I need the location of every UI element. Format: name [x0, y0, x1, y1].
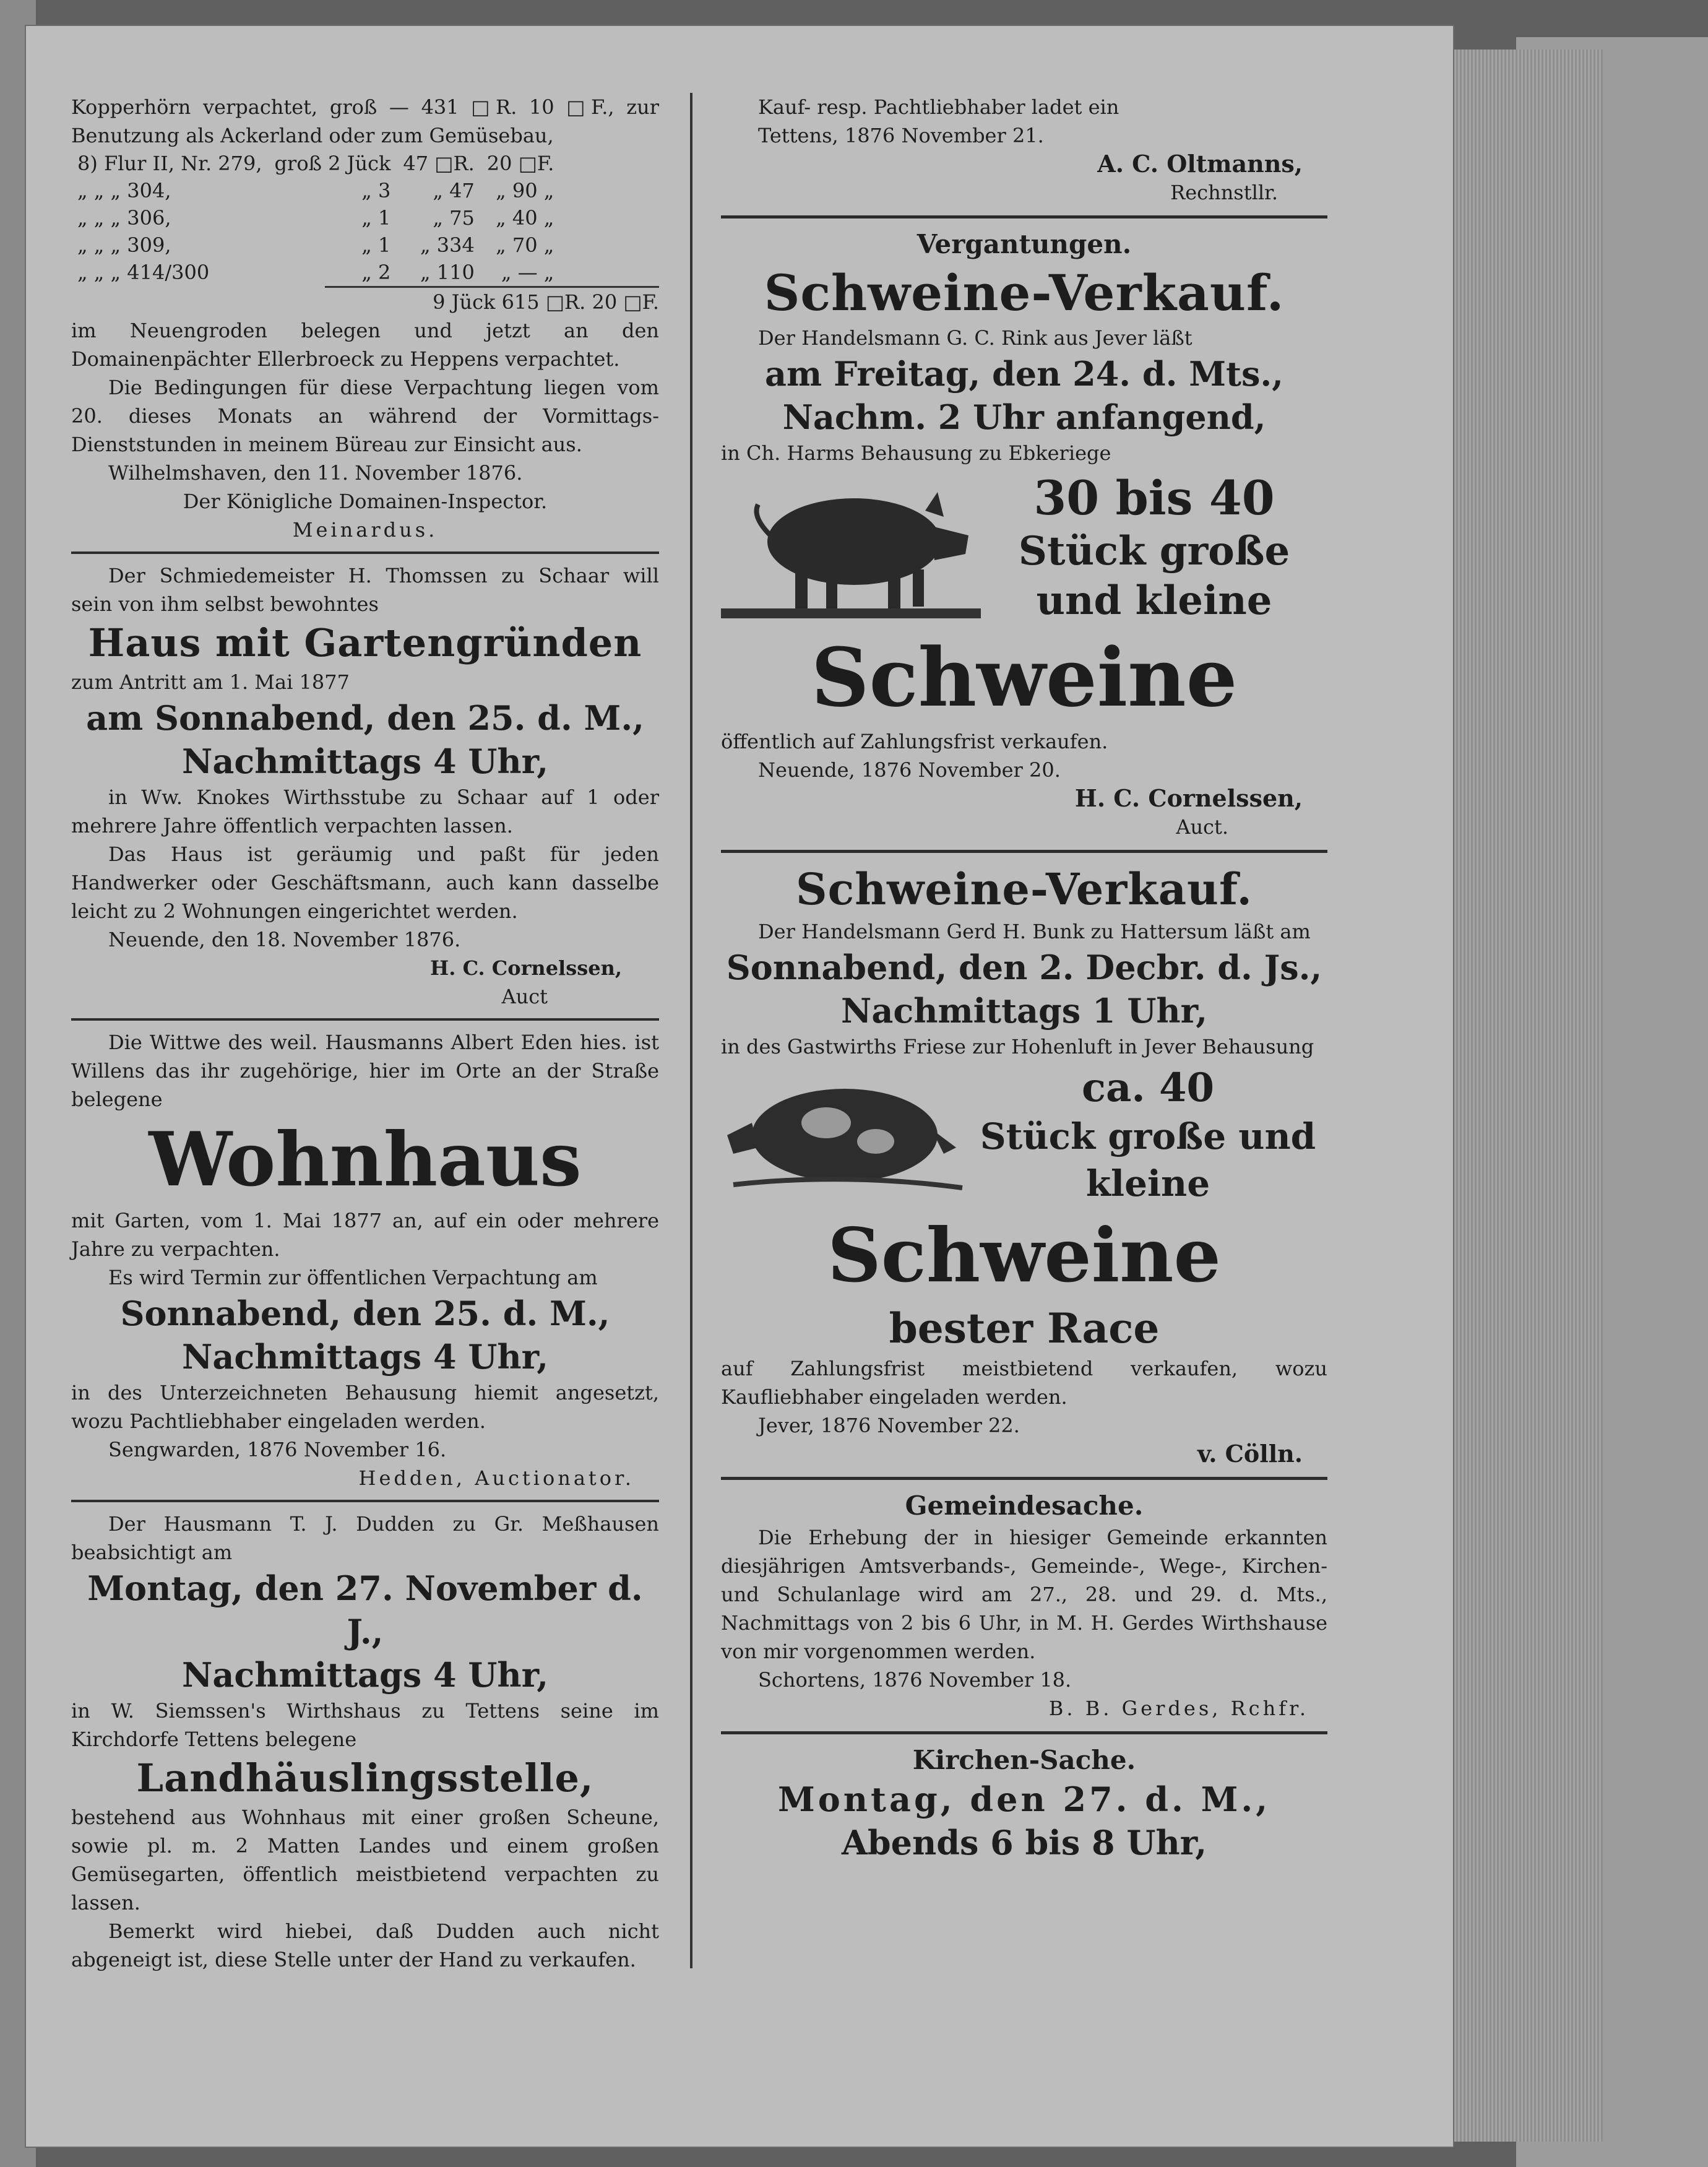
- ad2-date: am Sonnabend, den 25. d. M.,: [86, 698, 644, 738]
- section-heading-gemeindesache: Gemeindesache.: [905, 1490, 1144, 1521]
- land-signature-name: Meinardus.: [292, 518, 438, 542]
- land-text: im Neuengroden belegen und jetzt an den Domainenpächter Ellerbroeck zu Heppens verpachtet.: [71, 319, 659, 371]
- table-cell: „ 75: [433, 206, 475, 230]
- ad5-intro: Der Handelsmann G. C. Rink aus Jever läßt: [758, 326, 1193, 350]
- divider: [721, 215, 1327, 218]
- ad6-illustration-row: [721, 1061, 1327, 1209]
- top-text: Kauf- resp. Pachtliebhaber ladet ein: [758, 95, 1119, 119]
- ad3-time: Nachmittags 4 Uhr,: [181, 1337, 549, 1377]
- ad2-headline: Haus mit Gartengründen: [88, 620, 642, 665]
- ad3-text: mit Garten, vom 1. Mai 1877 an, auf ein oder mehrere Jahre zu verpachten.: [71, 1209, 659, 1261]
- top-place-date: Tettens, 1876 November 21.: [758, 124, 1044, 147]
- table-cell: groß 2 Jück: [274, 152, 391, 175]
- table-cell: „ „ „ 414/300: [77, 261, 210, 284]
- section-heading-kirchensache: Kirchen-Sache.: [912, 1745, 1136, 1775]
- ad5-place-date: Neuende, 1876 November 20.: [758, 758, 1061, 782]
- ad5-headline: Schweine-Verkauf.: [764, 264, 1285, 322]
- table-cell: „ 1: [361, 233, 391, 257]
- ad6-date: Sonnabend, den 2. Decbr. d. Js.,: [726, 948, 1322, 987]
- ad5-desc2: und kleine: [1036, 577, 1272, 624]
- ad5-signature: H. C. Cornelssen,: [1074, 784, 1303, 812]
- table-cell: „ 3: [361, 179, 391, 202]
- ad3-headline: Wohnhaus: [149, 1116, 582, 1203]
- table-cell: „ 70 „: [496, 233, 554, 257]
- table-row: [71, 150, 560, 177]
- table-cell: „ 2: [361, 261, 391, 284]
- ad4-text: in W. Siemssen's Wirthshaus zu Tettens seine im Kirchdorfe Tettens belegene: [71, 1699, 659, 1751]
- ad2-role: Auct: [501, 985, 548, 1008]
- ad6-headline: Schweine-Verkauf.: [796, 863, 1253, 915]
- ad2-antritt: zum Antritt am 1. Mai 1877: [71, 670, 350, 694]
- ad6-location: in des Gastwirths Friese zur Hohenluft in Jever Behausung: [721, 1035, 1314, 1058]
- ad6-signature: v. Cölln.: [1197, 1440, 1303, 1468]
- ad6-time: Nachmittags 1 Uhr,: [840, 991, 1208, 1031]
- ad6-count: ca. 40: [1081, 1065, 1215, 1111]
- table-cell: 8) Flur II, Nr. 279,: [77, 152, 262, 175]
- ad2-time: Nachmittags 4 Uhr,: [181, 742, 549, 781]
- ad3-text2: in des Unterzeichneten Behausung hiemit angesetzt, wozu Pachtliebhaber eingeladen werden.: [71, 1381, 659, 1433]
- divider: [721, 1477, 1327, 1480]
- ad6-text: auf Zahlungsfrist meistbietend verkaufen, wozu Kaufliebhaber eingeladen werden.: [721, 1357, 1327, 1409]
- ad3-date: Sonnabend, den 25. d. M.,: [120, 1294, 610, 1333]
- top-role: Rechnstllr.: [1170, 181, 1278, 204]
- ad5-role: Auct.: [1176, 815, 1228, 839]
- pig-icon: [721, 467, 981, 628]
- table-cell: „ 110: [420, 261, 475, 284]
- ad5-big-word: Schweine: [811, 630, 1238, 725]
- table-cell: „ „ „ 306,: [77, 206, 171, 230]
- ad5-location: in Ch. Harms Behausung zu Ebkeriege: [721, 441, 1111, 465]
- ad4-description: bestehend aus Wohnhaus mit einer großen Scheune, sowie pl. m. 2 Matten Landes und einem großen Gemüsegarten, öffentlich meistbietend verpachten zu lassen.: [71, 1806, 659, 1914]
- divider: [71, 1500, 659, 1502]
- ad5-time: Nachm. 2 Uhr anfangend,: [782, 397, 1266, 437]
- ad8-time: Abends 6 bis 8 Uhr,: [841, 1823, 1207, 1862]
- ad3-place-date: Sengwarden, 1876 November 16.: [108, 1438, 447, 1461]
- table-cell: „ 1: [361, 206, 391, 230]
- ad4-remark: Bemerkt wird hiebei, daß Dudden auch nicht abgeneigt ist, diese Stelle unter der Hand zu verkaufen.: [71, 1919, 659, 1971]
- table-cell: 20 □F.: [486, 152, 554, 175]
- table-row: [71, 177, 560, 204]
- parcel-table: [71, 150, 560, 286]
- table-cell: „ 90 „: [496, 179, 554, 202]
- table-cell: 47 □R.: [403, 152, 475, 175]
- divider: [71, 551, 659, 554]
- ad2-intro: Der Schmiedemeister H. Thomssen zu Schaar will sein von ihm selbst bewohntes: [71, 564, 659, 616]
- ad6-count-block: [968, 1063, 1327, 1207]
- ad3-signature: Hedden, Auctionator.: [358, 1466, 634, 1490]
- left-column: [71, 93, 659, 1974]
- ad2-signature: H. C. Cornelssen,: [430, 956, 622, 980]
- divider: [71, 1018, 659, 1021]
- ad5-illustration-row: [721, 467, 1327, 628]
- top-signature: A. C. Oltmanns,: [1097, 150, 1303, 178]
- land-conditions: Die Bedingungen für diese Verpachtung liegen vom 20. dieses Monats an während der Vormittags-Dienststunden in meinem Büreau zur Einsicht aus.: [71, 376, 659, 456]
- right-column: [721, 93, 1327, 1864]
- ad7-place-date: Schortens, 1876 November 18.: [758, 1668, 1072, 1692]
- ad6-big-word: Schweine: [827, 1212, 1221, 1299]
- ad2-description: Das Haus ist geräumig und paßt für jeden Handwerker oder Geschäftsmann, auch kann dasselbe leicht zu 2 Wohnungen eingerichtet werden.: [71, 842, 659, 923]
- ad4-date: Montag, den 27. November d. J.,: [87, 1568, 643, 1651]
- land-signature-office: Der Königliche Domainen-Inspector.: [183, 490, 548, 513]
- ad4-headline: Landhäuslingsstelle,: [136, 1755, 594, 1801]
- table-row: [71, 259, 560, 286]
- ad5-text: öffentlich auf Zahlungsfrist verkaufen.: [721, 730, 1108, 753]
- land-intro: Kopperhörn verpachtet, groß — 431 □R. 10 □F., zur Benutzung als Ackerland oder zum Gemüsebau,: [71, 95, 659, 147]
- land-place-date: Wilhelmshaven, den 11. November 1876.: [108, 461, 523, 485]
- ad6-intro: Der Handelsmann Gerd H. Bunk zu Hattersum läßt am: [758, 920, 1311, 943]
- table-cell: „ 40 „: [496, 206, 554, 230]
- table-cell: „ — „: [501, 261, 554, 284]
- table-cell: „ „ „ 309,: [77, 233, 171, 257]
- ad7-text: Die Erhebung der in hiesiger Gemeinde erkannten diesjährigen Amtsverbands-, Gemeinde-, Wege-, Kirchen- und Schulanlage wird am 27., 28. und 29. d. Mts., Nachmittags von 2 bis 6 Uhr, in M. H. Gerdes Wirthshause von mir vorgenommen werden.: [721, 1526, 1327, 1663]
- ad5-count-block: [981, 470, 1327, 626]
- ad7-signature: B. B. Gerdes, Rchfr.: [1048, 1697, 1309, 1720]
- table-cell: „ 47: [433, 179, 475, 202]
- ad2-place-date: Neuende, den 18. November 1876.: [108, 928, 461, 951]
- parcel-total: 9 Jück 615 □R. 20 □F.: [325, 286, 659, 316]
- ad6-race: bester Race: [889, 1304, 1160, 1352]
- ad2-text: in Ww. Knokes Wirthsstube zu Schaar auf 1 oder mehrere Jahre öffentlich verpachten lassen.: [71, 785, 659, 837]
- column-divider: [690, 93, 692, 1968]
- ad5-date: am Freitag, den 24. d. Mts.,: [765, 354, 1283, 394]
- table-row: [71, 231, 560, 259]
- divider: [721, 1731, 1327, 1734]
- divider: [721, 850, 1327, 853]
- ad6-desc2: kleine: [1085, 1162, 1210, 1205]
- page-stack-edge: [1454, 50, 1603, 2142]
- ad3-termin: Es wird Termin zur öffentlichen Verpachtung am: [108, 1266, 598, 1289]
- ad5-desc1: Stück große: [1018, 528, 1290, 574]
- ad4-time: Nachmittags 4 Uhr,: [181, 1655, 549, 1695]
- table-cell: „ „ „ 304,: [77, 179, 171, 202]
- ad4-intro: Der Hausmann T. J. Dudden zu Gr. Meßhausen beabsichtigt am: [71, 1512, 659, 1564]
- ad6-place-date: Jever, 1876 November 22.: [758, 1414, 1020, 1437]
- ad8-date: Montag, den 27. d. M.,: [778, 1780, 1270, 1819]
- table-row: [71, 204, 560, 231]
- pig-icon: [721, 1061, 968, 1209]
- section-heading-vergantungen: Vergantungen.: [917, 229, 1132, 259]
- ad5-count: 30 bis 40: [1033, 470, 1275, 526]
- ad3-intro: Die Wittwe des weil. Hausmanns Albert Eden hies. ist Willens das ihr zugehörige, hier im Orte an der Straße belegene: [71, 1031, 659, 1111]
- ad6-desc1: Stück große und: [980, 1115, 1316, 1157]
- table-cell: „ 334: [420, 233, 475, 257]
